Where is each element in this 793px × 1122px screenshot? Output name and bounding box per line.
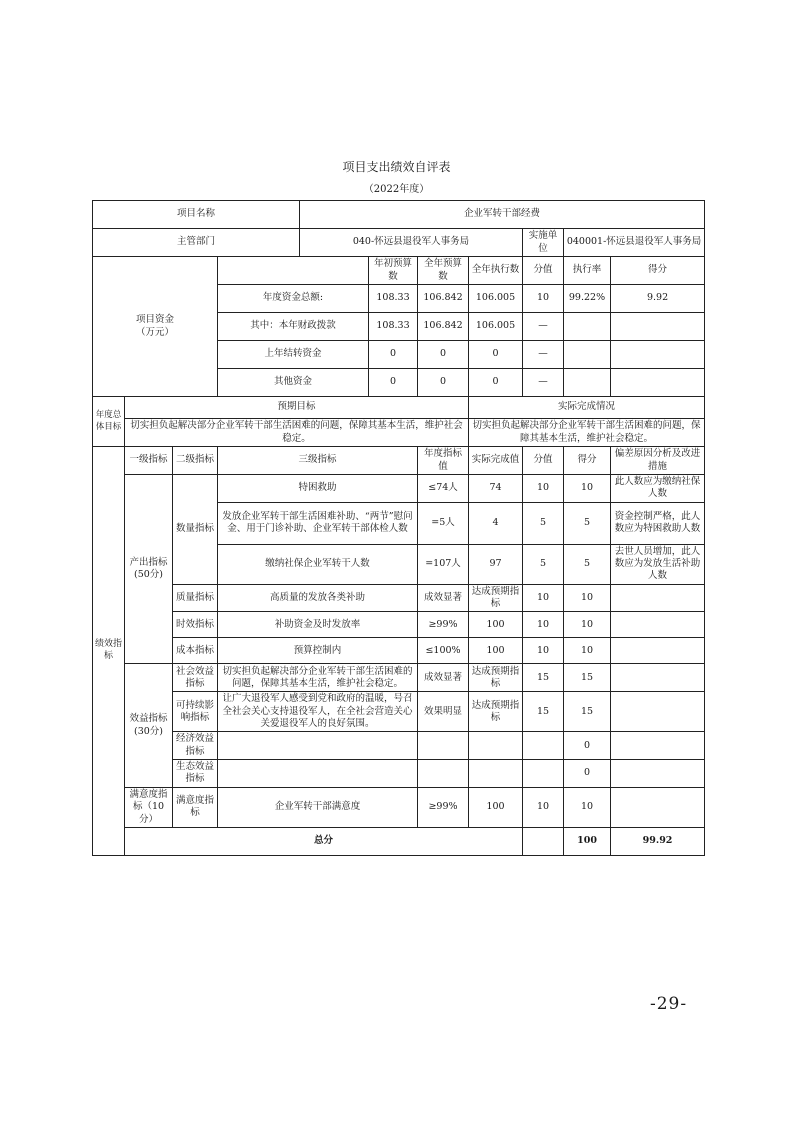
perf-row-score-value: 10 bbox=[523, 584, 564, 612]
perf-row-target bbox=[418, 732, 469, 760]
funds-row-executed: 0 bbox=[469, 341, 523, 369]
funds-row-name: 其中：本年财政拨款 bbox=[218, 313, 369, 341]
perf-row-level3 bbox=[218, 732, 418, 760]
funds-row-executed: 106.005 bbox=[469, 285, 523, 313]
funds-header-rate: 执行率 bbox=[564, 257, 611, 285]
perf-row-target: ≤74人 bbox=[418, 475, 469, 503]
perf-row-score: 10 bbox=[564, 787, 611, 827]
funds-row-initial: 108.33 bbox=[369, 285, 418, 313]
perf-row-level3: 切实担负起解决部分企业军转干部生活困难的问题，保障其基本生活，维护社会稳定。 bbox=[218, 664, 418, 692]
perf-row-target: =5人 bbox=[418, 502, 469, 544]
perf-row-level3 bbox=[218, 760, 418, 788]
total-blank bbox=[523, 827, 564, 855]
unit-label: 实施单位 bbox=[523, 229, 564, 257]
perf-row-actual bbox=[469, 732, 523, 760]
perf-row-target: 成效显著 bbox=[418, 584, 469, 612]
perf-row-score-value: 5 bbox=[523, 502, 564, 544]
perf-row-remark: 资金控制严格，此人数应为特困救助人数 bbox=[611, 502, 705, 544]
goals-actual-text: 切实担负起解决部分企业军转干部生活困难的问题，保障其基本生活，维护社会稳定。 bbox=[469, 419, 705, 447]
perf-row-score-value: 15 bbox=[523, 664, 564, 692]
perf-row-score-value: 10 bbox=[523, 475, 564, 503]
funds-row-executed: 0 bbox=[469, 369, 523, 397]
perf-row-remark bbox=[611, 664, 705, 692]
perf-row-target: 效果明显 bbox=[418, 692, 469, 732]
perf-header-level2: 二级指标 bbox=[173, 447, 218, 475]
goals-label: 年度总体目标 bbox=[93, 397, 125, 447]
funds-row-score: 9.92 bbox=[611, 285, 705, 313]
project-name-label: 项目名称 bbox=[93, 201, 300, 229]
perf-label: 绩效指标 bbox=[93, 447, 125, 856]
total-row bbox=[93, 827, 705, 855]
perf-row-score-value: 10 bbox=[523, 638, 564, 664]
perf-row-level3: 发放企业军转干部生活困难补助、“两节”慰问金、用于门诊补助、企业军转干部体检人数 bbox=[218, 502, 418, 544]
total-score: 99.92 bbox=[611, 827, 705, 855]
timeliness-indicator-label: 时效指标 bbox=[173, 612, 218, 638]
funds-row-full: 0 bbox=[418, 341, 469, 369]
perf-row-actual: 97 bbox=[469, 544, 523, 584]
funds-header-initial: 年初预算数 bbox=[369, 257, 418, 285]
perf-row-score: 0 bbox=[564, 760, 611, 788]
funds-header-row bbox=[93, 257, 705, 285]
funds-row-initial: 0 bbox=[369, 341, 418, 369]
perf-header-remark: 偏差原因分析及改进措施 bbox=[611, 447, 705, 475]
page-number: -29- bbox=[650, 994, 688, 1014]
perf-row-actual: 100 bbox=[469, 612, 523, 638]
perf-row-score: 0 bbox=[564, 732, 611, 760]
funds-header-executed: 全年执行数 bbox=[469, 257, 523, 285]
funds-row-full: 106.842 bbox=[418, 285, 469, 313]
unit-value: 040001-怀远县退役军人事务局 bbox=[564, 229, 705, 257]
perf-row bbox=[93, 612, 705, 638]
funds-header-full: 全年预算数 bbox=[418, 257, 469, 285]
funds-row-name: 上年结转资金 bbox=[218, 341, 369, 369]
perf-row-remark bbox=[611, 787, 705, 827]
perf-row-score-value: 15 bbox=[523, 692, 564, 732]
perf-row-level3: 预算控制内 bbox=[218, 638, 418, 664]
perf-row-target: ≥99% bbox=[418, 787, 469, 827]
funds-row-rate bbox=[564, 313, 611, 341]
funds-row-score bbox=[611, 313, 705, 341]
perf-row bbox=[93, 692, 705, 732]
goals-content-row bbox=[93, 419, 705, 447]
goals-actual-label: 实际完成情况 bbox=[469, 397, 705, 419]
goals-header-row bbox=[93, 397, 705, 419]
perf-row-remark: 去世人员增加，此人数应为发放生活补助人数 bbox=[611, 544, 705, 584]
perf-row bbox=[93, 664, 705, 692]
perf-row-score-value: 10 bbox=[523, 787, 564, 827]
perf-row-level3: 让广大退役军人感受到党和政府的温暖，号召全社会关心支持退役军人，在全社会营造关心关爱退役军人的良好氛围。 bbox=[218, 692, 418, 732]
funds-row-executed: 106.005 bbox=[469, 313, 523, 341]
page-title: 项目支出绩效自评表 bbox=[342, 160, 451, 174]
perf-row-remark bbox=[611, 584, 705, 612]
funds-row-score-value: — bbox=[523, 313, 564, 341]
perf-row-actual bbox=[469, 760, 523, 788]
perf-row-remark: 此人数应为缴纳社保人数 bbox=[611, 475, 705, 503]
perf-header-level3: 三级指标 bbox=[218, 447, 418, 475]
perf-row-actual: 100 bbox=[469, 638, 523, 664]
perf-row-score-value bbox=[523, 732, 564, 760]
funds-row-full: 0 bbox=[418, 369, 469, 397]
ecologic-indicator-label: 生态效益指标 bbox=[173, 760, 218, 788]
funds-row-name: 年度资金总额: bbox=[218, 285, 369, 313]
self-evaluation-table bbox=[92, 200, 705, 856]
goals-expected-text: 切实担负起解决部分企业军转干部生活困难的问题，保障其基本生活，维护社会稳定。 bbox=[125, 419, 469, 447]
perf-row-remark bbox=[611, 760, 705, 788]
perf-row-actual: 74 bbox=[469, 475, 523, 503]
perf-row-actual: 100 bbox=[469, 787, 523, 827]
perf-row-actual: 4 bbox=[469, 502, 523, 544]
perf-row-level3: 特困救助 bbox=[218, 475, 418, 503]
perf-row bbox=[93, 584, 705, 612]
perf-row-level3: 企业军转干部满意度 bbox=[218, 787, 418, 827]
perf-row-target: ≥99% bbox=[418, 612, 469, 638]
benefit-indicator-label: 效益指标(30分) bbox=[125, 664, 173, 787]
perf-header-level1: 一级指标 bbox=[125, 447, 173, 475]
sustain-indicator-label: 可持续影响指标 bbox=[173, 692, 218, 732]
perf-row-level3: 缴纳社保企业军转干人数 bbox=[218, 544, 418, 584]
goals-expected-label: 预期目标 bbox=[125, 397, 469, 419]
total-label: 总分 bbox=[125, 827, 523, 855]
dept-label: 主管部门 bbox=[93, 229, 300, 257]
economic-indicator-label: 经济效益指标 bbox=[173, 732, 218, 760]
perf-row-score: 15 bbox=[564, 664, 611, 692]
funds-row-rate bbox=[564, 341, 611, 369]
funds-row-score bbox=[611, 369, 705, 397]
funds-row-score-value: — bbox=[523, 341, 564, 369]
funds-row-name: 其他资金 bbox=[218, 369, 369, 397]
perf-header-actual: 实际完成值 bbox=[469, 447, 523, 475]
project-name-row bbox=[93, 201, 705, 229]
funds-row-score-value: — bbox=[523, 369, 564, 397]
perf-row-remark bbox=[611, 612, 705, 638]
perf-header-target: 年度指标值 bbox=[418, 447, 469, 475]
perf-header-score: 得分 bbox=[564, 447, 611, 475]
social-indicator-label: 社会效益指标 bbox=[173, 664, 218, 692]
funds-header-blank bbox=[218, 257, 369, 285]
perf-row-score: 15 bbox=[564, 692, 611, 732]
perf-header-row bbox=[93, 447, 705, 475]
perf-row-score: 5 bbox=[564, 544, 611, 584]
perf-row-target: ≤100% bbox=[418, 638, 469, 664]
perf-row bbox=[93, 475, 705, 503]
perf-row bbox=[93, 638, 705, 664]
funds-row-initial: 0 bbox=[369, 369, 418, 397]
quality-indicator-label: 质量指标 bbox=[173, 584, 218, 612]
perf-row-score-value: 10 bbox=[523, 612, 564, 638]
perf-row bbox=[93, 732, 705, 760]
perf-row-target bbox=[418, 760, 469, 788]
funds-row-rate: 99.22% bbox=[564, 285, 611, 313]
dept-row bbox=[93, 229, 705, 257]
project-name-value: 企业军转干部经费 bbox=[300, 201, 705, 229]
funds-row-score-value: 10 bbox=[523, 285, 564, 313]
satisfaction-l2-label: 满意度指标 bbox=[173, 787, 218, 827]
funds-row-full: 106.842 bbox=[418, 313, 469, 341]
perf-row-score: 10 bbox=[564, 584, 611, 612]
perf-row-actual: 达成预期指标 bbox=[469, 664, 523, 692]
perf-row bbox=[93, 760, 705, 788]
perf-row-score-value: 5 bbox=[523, 544, 564, 584]
funds-row-score bbox=[611, 341, 705, 369]
funds-row-rate bbox=[564, 369, 611, 397]
perf-row-level3: 补助资金及时发放率 bbox=[218, 612, 418, 638]
satisfaction-l1-label: 满意度指标（10分） bbox=[125, 787, 173, 827]
quantity-indicator-label: 数量指标 bbox=[173, 475, 218, 585]
cost-indicator-label: 成本指标 bbox=[173, 638, 218, 664]
perf-row-score-value bbox=[523, 760, 564, 788]
perf-row-actual: 达成预期指标 bbox=[469, 584, 523, 612]
perf-row-score: 10 bbox=[564, 612, 611, 638]
perf-row-remark bbox=[611, 638, 705, 664]
perf-row-score: 10 bbox=[564, 475, 611, 503]
total-score-value: 100 bbox=[564, 827, 611, 855]
perf-row-actual: 达成预期指标 bbox=[469, 692, 523, 732]
output-indicator-label: 产出指标(50分) bbox=[125, 475, 173, 664]
funds-label: 项目资金 （万元） bbox=[93, 257, 218, 397]
perf-row-target: =107人 bbox=[418, 544, 469, 584]
perf-row bbox=[93, 787, 705, 827]
funds-header-score: 得分 bbox=[611, 257, 705, 285]
page-subtitle: （2022年度） bbox=[363, 184, 430, 195]
dept-value: 040-怀远县退役军人事务局 bbox=[300, 229, 523, 257]
perf-row-remark bbox=[611, 692, 705, 732]
funds-row-initial: 108.33 bbox=[369, 313, 418, 341]
perf-row-score: 5 bbox=[564, 502, 611, 544]
perf-row-level3: 高质量的发放各类补助 bbox=[218, 584, 418, 612]
perf-row-score: 10 bbox=[564, 638, 611, 664]
perf-row-target: 成效显著 bbox=[418, 664, 469, 692]
perf-row-remark bbox=[611, 732, 705, 760]
perf-header-score-value: 分值 bbox=[523, 447, 564, 475]
funds-header-score-value: 分值 bbox=[523, 257, 564, 285]
